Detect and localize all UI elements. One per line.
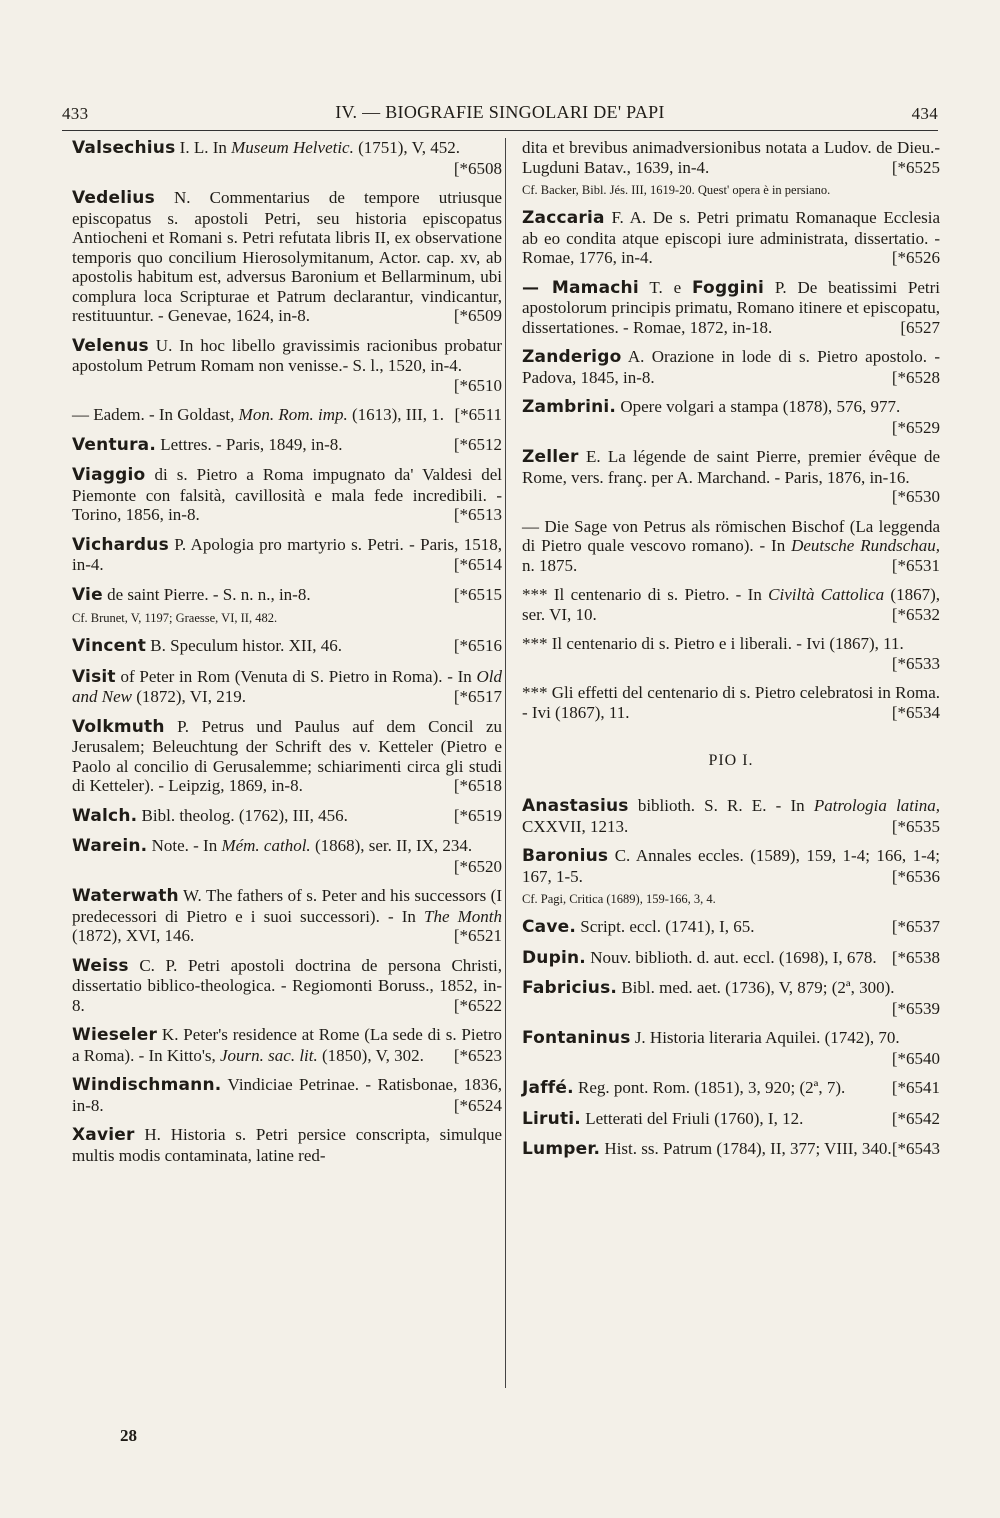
entry-text: Note. - In bbox=[147, 836, 222, 855]
entry-reference-number: [*6514 bbox=[453, 555, 502, 574]
bibliography-entry bbox=[522, 634, 940, 673]
entry-text: *** Il centenario di s. Pietro e i liberali. - Ivi (1867), 11. bbox=[522, 634, 904, 653]
entry-reference-number: [*6534 bbox=[891, 702, 940, 722]
entry-title-italic: Museum Helvetic. bbox=[231, 138, 354, 157]
entry-text: A. Orazione in lode di s. Pietro apostolo. - Padova, 1845, in-8. bbox=[522, 347, 940, 387]
bibliography-entry bbox=[522, 1028, 940, 1068]
bibliography-entry bbox=[522, 208, 940, 268]
bibliography-entry bbox=[72, 405, 502, 425]
entry-reference-number: [*6525 bbox=[891, 157, 940, 177]
bibliography-entry bbox=[522, 138, 940, 177]
bibliography-entry bbox=[72, 585, 502, 606]
entry-author: Visit bbox=[72, 666, 116, 687]
entry-reference-number: [*6543 bbox=[891, 1139, 940, 1158]
entry-reference-number: [*6526 bbox=[891, 248, 940, 267]
entry-text: U. In hoc libello gravissimis racionibus probatur apostolum Petrum Romam non venisse.- S. l., 1520, in-4. bbox=[72, 335, 502, 375]
bibliography-entry bbox=[72, 535, 502, 575]
bibliography-entry bbox=[522, 917, 940, 938]
bibliography-entry bbox=[72, 1125, 502, 1165]
entry-text: biblioth. S. R. E. - In bbox=[628, 796, 814, 815]
entry-author: Walch. bbox=[72, 805, 138, 826]
bibliography-entry bbox=[72, 1075, 502, 1115]
entry-note: Cf. Pagi, Critica (1689), 159-166, 3, 4. bbox=[522, 892, 716, 906]
entry-reference-number: [*6529 bbox=[891, 417, 940, 437]
page-title: IV. — BIOGRAFIE SINGOLARI DE' PAPI bbox=[335, 102, 665, 122]
entry-text: Opere volgari a stampa (1878), 576, 977. bbox=[616, 397, 901, 416]
entry-reference-number: [*6522 bbox=[453, 995, 502, 1015]
right-column bbox=[522, 138, 940, 1170]
entry-reference-number: [*6511 bbox=[454, 405, 502, 424]
entry-tail: (1613), III, 1. bbox=[347, 405, 445, 424]
bibliography-entry bbox=[522, 796, 940, 836]
entry-text: K. Peter's residence at Rome (La sede di s. Pietro a Roma). - In Kitto's, bbox=[72, 1025, 502, 1065]
entry-reference-number: [*6509 bbox=[453, 306, 502, 325]
entry-text: W. The fathers of s. Peter and his successors (I predecessori di Pietro e i suoi successori). - In bbox=[72, 886, 502, 926]
entry-reference-number: [*6512 bbox=[453, 434, 502, 454]
entry-reference-number: [*6533 bbox=[891, 653, 940, 673]
bibliography-entry bbox=[72, 1025, 502, 1065]
entry-author: Dupin. bbox=[522, 947, 586, 968]
entry-text: Bibl. med. aet. (1736), V, 879; (2ª, 300). bbox=[617, 978, 895, 997]
entry-reference-number: [*6542 bbox=[891, 1108, 940, 1128]
entry-tail: CXXVII, 1213. bbox=[522, 816, 629, 836]
bibliography-entry bbox=[522, 347, 940, 387]
entry-reference-number: [*6536 bbox=[891, 866, 940, 886]
entry-author: Xavier bbox=[72, 1125, 135, 1145]
folio-number: 28 bbox=[120, 1426, 137, 1445]
bibliography-entry bbox=[522, 397, 940, 437]
bibliography-entry bbox=[72, 465, 502, 525]
column-divider bbox=[505, 138, 506, 1388]
entry-author: Vie bbox=[72, 584, 103, 605]
entry-author: Cave. bbox=[522, 917, 577, 937]
entry-reference-number: [*6535 bbox=[891, 816, 940, 836]
entry-author: Vincent bbox=[72, 636, 147, 656]
entry-author: Jaffé. bbox=[522, 1078, 574, 1098]
entry-title-italic: Patrologia latina, bbox=[813, 796, 940, 815]
entry-reference-number: [*6540 bbox=[891, 1048, 940, 1068]
entry-text: C. Annales eccles. (1589), 159, 1-4; 166, 1-4; 167, 1-5. bbox=[522, 846, 940, 886]
bibliography-entry bbox=[72, 138, 502, 178]
entry-text: de saint Pierre. - S. n. n., in-8. bbox=[102, 584, 311, 604]
entry-author: Waterwath bbox=[72, 886, 179, 906]
entry-author: — Mamachi bbox=[522, 277, 639, 298]
entry-author: Zanderigo bbox=[522, 347, 622, 367]
left-column bbox=[72, 138, 502, 1175]
entry-reference-number: [*6517 bbox=[453, 687, 502, 706]
entry-tail: (1867), ser. VI, 10. bbox=[522, 585, 940, 624]
entry-reference-number: [*6524 bbox=[453, 1095, 502, 1115]
bibliography-entry bbox=[72, 717, 502, 796]
entry-text-2: P. De beatissimi Petri apostolorum principis primatu, Romano itinere et episcopatu, dissertationes. - Romae, 1872, in-18. bbox=[522, 277, 940, 337]
right-column-entries bbox=[522, 138, 940, 722]
entry-author: Fabricius. bbox=[522, 978, 618, 998]
entry-text: Bibl. theolog. (1762), III, 456. bbox=[137, 805, 348, 825]
entry-text: — Eadem. - In Goldast, bbox=[72, 405, 239, 424]
entry-author: Warein. bbox=[72, 836, 148, 856]
entry-reference-number: [*6532 bbox=[891, 604, 940, 624]
entry-text: P. Apologia pro martyrio s. Petri. - Paris, 1518, in-4. bbox=[72, 534, 502, 574]
entry-author: Lumper. bbox=[522, 1139, 601, 1159]
entry-text: T. e bbox=[638, 277, 692, 297]
entry-author: Viaggio bbox=[72, 465, 146, 485]
entry-reference-number: [6527 bbox=[900, 317, 940, 337]
entry-text: Script. eccl. (1741), I, 65. bbox=[576, 917, 755, 936]
entry-text: dita et brevibus animadversionibus notata a Ludov. de Dieu.-Lugduni Batav., 1639, in-4. bbox=[522, 138, 940, 177]
entry-author: Baronius bbox=[522, 846, 609, 866]
bibliography-entry bbox=[522, 1078, 940, 1099]
entry-text: N. Commentarius de tempore utriusque episcopatus s. apostoli Petri, seu historia episcopatus Antiocheni et Romani s. Petri refutata libris bbox=[72, 188, 502, 247]
bibliography-entry bbox=[72, 188, 502, 326]
page-number-left: 433 bbox=[62, 104, 89, 123]
entry-tail: (1850), V, 302. bbox=[317, 1045, 424, 1065]
entry-title-italic: Journ. sac. lit. bbox=[220, 1045, 318, 1065]
entry-text: *** Il centenario di s. Pietro. - In bbox=[522, 585, 769, 604]
entry-author: Zeller bbox=[522, 447, 579, 467]
entry-text: H. Historia s. Petri persice conscripta, simulque multis modis contaminata, latine red- bbox=[72, 1125, 502, 1165]
entry-reference-number: [*6539 bbox=[891, 998, 940, 1018]
bibliography-entry bbox=[522, 585, 940, 624]
entry-author: Velenus bbox=[72, 335, 149, 356]
entry-tail: (1868), ser. II, IX, 234. bbox=[310, 836, 473, 855]
entry-title-italic: Old and New bbox=[72, 666, 502, 706]
entry-text: Lettres. - Paris, 1849, in-8. bbox=[156, 434, 343, 454]
bibliography-entry bbox=[72, 956, 502, 1016]
bibliography-entry bbox=[72, 836, 502, 876]
entry-text: *** Gli effetti del centenario di s. Pietro celebratosi in Roma. - Ivi (1867), 11. bbox=[522, 683, 940, 722]
entry-reference-number: [*6516 bbox=[453, 636, 502, 655]
entry-text: C. P. Petri apostoli doctrina de persona Christi, dissertatio biblico-theologica. - Regiomonti Boruss., 1852, in-8. bbox=[72, 955, 502, 1015]
running-header bbox=[62, 98, 938, 128]
entry-author: Zambrini. bbox=[522, 397, 617, 417]
entry-reference-number: [*6520 bbox=[453, 856, 502, 876]
bibliography-entry bbox=[72, 636, 502, 657]
bibliography-entry bbox=[522, 948, 940, 969]
entry-tail: (1751), V, 452. bbox=[353, 138, 460, 157]
entry-text: of Peter in Rom (Venuta di S. Pietro in Roma). - In bbox=[115, 666, 477, 686]
page-number-right: 434 bbox=[911, 104, 938, 123]
entry-tail: II, ex observatione temporis quo concilium Hierosolymitanum, Actor. cap. xv, ab apostolis habitum est, adversus Baronium et Bellarminum, ubi complura loca Scripturae et Patrum declarantur, vindicantur, restituuntur. - Genevae, 1624, in-8. bbox=[72, 228, 502, 325]
entry-author: Windischmann. bbox=[72, 1075, 222, 1095]
entry-text: Letterati del Friuli (1760), I, 12. bbox=[580, 1108, 804, 1128]
entry-author: Fontaninus bbox=[522, 1028, 631, 1048]
entry-reference-number: [*6537 bbox=[891, 917, 940, 936]
entry-author: Liruti. bbox=[522, 1108, 581, 1129]
header-rule bbox=[62, 130, 938, 131]
bibliography-entry bbox=[72, 886, 502, 946]
entry-text: I. L. In bbox=[175, 138, 232, 157]
entry-author-2: Foggini bbox=[691, 277, 765, 298]
entry-text: Reg. pont. Rom. (1851), 3, 920; (2ª, 7). bbox=[573, 1078, 846, 1097]
entry-text: F. A. De s. Petri primatu Romanaque Ecclesia ab eo condita atque episcopi iure administrata, dissertatio. - Romae, 1776, in-4. bbox=[522, 208, 940, 267]
bibliography-entry bbox=[522, 978, 940, 1018]
entry-author: Anastasius bbox=[522, 796, 629, 816]
entry-text: P. Petrus und Paulus auf dem Concil zu Jerusalem; Beleuchtung der Schrift des v. Ketteler (Pietro e Paolo al concilio di Gerusalemme; schiarimenti circa gli studi di Ketteler). - Leipzig, 1869, in-8. bbox=[72, 716, 502, 795]
entry-text: Vindiciae Petrinae. - Ratisbonae, 1836, in-8. bbox=[72, 1075, 502, 1115]
entry-tail: (1872), VI, 219. bbox=[131, 687, 246, 706]
entry-title-italic: Mon. Rom. imp. bbox=[238, 405, 348, 424]
entry-reference-number: [*6541 bbox=[891, 1078, 940, 1097]
entry-reference-number: [*6523 bbox=[453, 1045, 502, 1065]
entry-author: Ventura. bbox=[72, 434, 157, 455]
entry-text: J. Historia literaria Aquilei. (1742), 70. bbox=[630, 1028, 900, 1047]
entry-author: Vedelius bbox=[72, 188, 155, 208]
bibliography-entry bbox=[72, 336, 502, 396]
entry-reference-number: [*6513 bbox=[453, 505, 502, 524]
entry-title-italic: Civiltà Cattolica bbox=[768, 585, 885, 604]
entry-title-italic: The Month bbox=[424, 906, 502, 926]
entry-author: Wieseler bbox=[72, 1025, 158, 1045]
entry-title-italic: Mém. cathol. bbox=[221, 836, 311, 855]
entry-author: Vichardus bbox=[72, 534, 169, 555]
entry-text: Nouv. biblioth. d. aut. eccl. (1698), I, 678. bbox=[585, 947, 877, 967]
bibliography-entry bbox=[522, 517, 940, 576]
entry-text: B. Speculum histor. XII, 46. bbox=[146, 636, 342, 655]
entry-reference-number: [*6521 bbox=[453, 926, 502, 945]
entry-reference-number: [*6530 bbox=[891, 487, 940, 506]
bibliography-entry bbox=[522, 1139, 940, 1160]
entry-reference-number: [*6510 bbox=[453, 375, 502, 395]
entry-reference-number: [*6515 bbox=[453, 584, 502, 604]
entry-title-italic: Deutsche Rundschau, bbox=[791, 536, 940, 555]
entry-author: Weiss bbox=[72, 955, 129, 976]
bibliography-entry bbox=[72, 667, 502, 707]
entry-reference-number: [*6519 bbox=[453, 805, 502, 825]
bibliography-entry bbox=[72, 435, 502, 456]
entry-text: E. La légende de saint Pierre, premier évêque de Rome, vers. franç. per A. Marchand. - Paris, 1876, in-16. bbox=[522, 447, 940, 487]
entry-reference-number: [*6518 bbox=[453, 776, 502, 795]
bibliography-entry bbox=[522, 278, 940, 338]
bibliography-entry bbox=[522, 683, 940, 722]
bibliography-entry bbox=[522, 846, 940, 886]
bibliography-entry bbox=[72, 806, 502, 827]
entry-author: Valsechius bbox=[72, 138, 176, 158]
entry-reference-number: [*6508 bbox=[453, 158, 502, 178]
entry-text: di s. Pietro a Roma impugnato da' Valdesi del Piemonte con falsità, cavillosità e mala fede incredibili. - Torino, 1856, in-8. bbox=[72, 465, 502, 524]
entry-author: Volkmuth bbox=[72, 716, 165, 737]
entry-text: — Die Sage von Petrus als römischen Bischof (La leggenda di Pietro quale vescovo romano). - In bbox=[522, 516, 940, 555]
entry-tail: (1872), XVI, 146. bbox=[72, 926, 195, 945]
bibliography-entry bbox=[522, 447, 940, 507]
bibliography-entry bbox=[522, 1109, 940, 1130]
entry-note: Cf. Backer, Bibl. Jés. III, 1619-20. Quest' opera è in persiano. bbox=[522, 183, 831, 197]
section-heading: PIO I. bbox=[708, 752, 754, 769]
entry-author: Zaccaria bbox=[522, 208, 605, 228]
entry-reference-number: [*6528 bbox=[891, 367, 940, 387]
entry-reference-number: [*6538 bbox=[891, 947, 940, 967]
right-column-pio-entries bbox=[522, 796, 940, 1160]
entry-text: Hist. ss. Patrum (1784), II, 377; VIII, 340. bbox=[600, 1139, 892, 1158]
entry-note: Cf. Brunet, V, 1197; Graesse, VI, II, 482. bbox=[72, 611, 278, 625]
entry-tail: n. 1875. bbox=[522, 555, 578, 575]
entry-reference-number: [*6531 bbox=[891, 555, 940, 575]
